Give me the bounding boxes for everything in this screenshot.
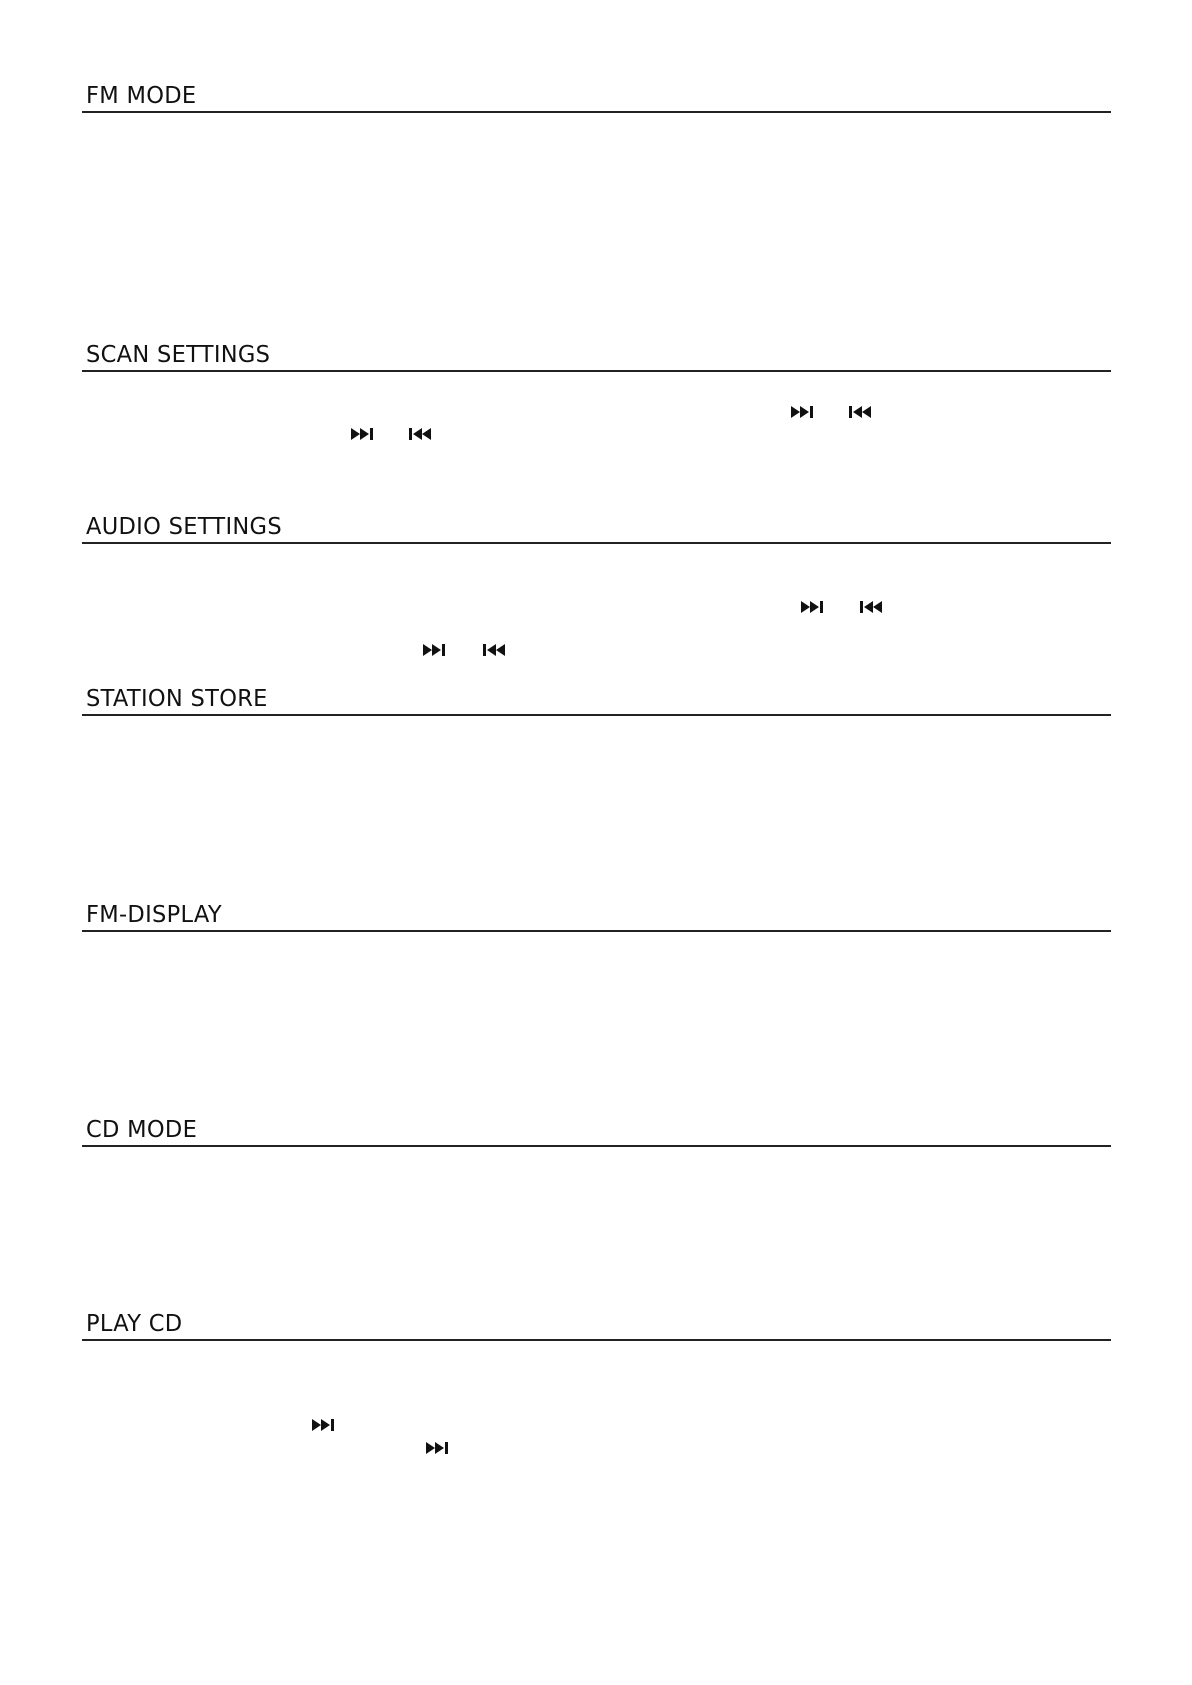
skip-previous-icon	[849, 405, 875, 419]
section-divider	[82, 1339, 1111, 1341]
skip-next-icon	[423, 643, 449, 657]
skip-previous-icon	[409, 427, 435, 441]
section-title-audio-settings: AUDIO SETTINGS	[86, 514, 282, 540]
skip-next-icon	[791, 405, 817, 419]
section-title-station-store: STATION STORE	[86, 686, 268, 712]
section-title-fm-display: FM-DISPLAY	[86, 902, 222, 928]
skip-next-icon	[801, 600, 827, 614]
section-title-play-cd: PLAY CD	[86, 1311, 183, 1337]
section-divider	[82, 1145, 1111, 1147]
section-title-scan-settings: SCAN SETTINGS	[86, 342, 271, 368]
section-title-fm-mode: FM MODE	[86, 83, 197, 109]
section-divider	[82, 930, 1111, 932]
skip-next-icon	[312, 1418, 338, 1432]
section-divider	[82, 111, 1111, 113]
skip-next-icon	[351, 427, 377, 441]
section-divider	[82, 714, 1111, 716]
skip-previous-icon	[483, 643, 509, 657]
section-divider	[82, 542, 1111, 544]
skip-previous-icon	[860, 600, 886, 614]
skip-next-icon	[426, 1441, 452, 1455]
section-divider	[82, 370, 1111, 372]
section-title-cd-mode: CD MODE	[86, 1117, 198, 1143]
